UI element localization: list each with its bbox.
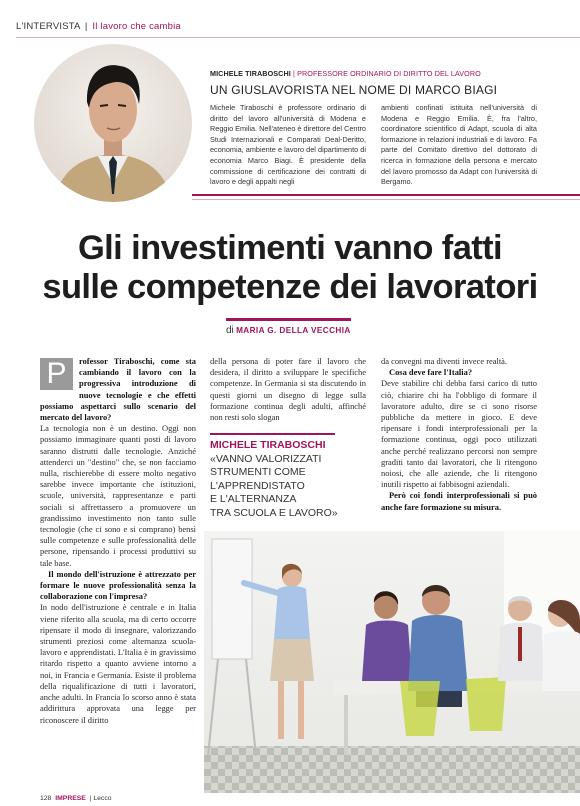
box-rule-top bbox=[192, 194, 580, 196]
subsection-label: Il lavoro che cambia bbox=[92, 21, 181, 32]
column-2-text: della persona di poter fare il lavoro che desidera, il diritto a sviluppare le specifiche competenze. In Germania si sta discutendo in questi giorni un disegno di legge sulla formazione continua degli adulti, affinché non resti solo slogan bbox=[210, 356, 366, 423]
expert-separator: | bbox=[292, 69, 295, 78]
section-header bbox=[16, 21, 181, 32]
pull-quote-bar bbox=[210, 433, 335, 435]
expert-kicker: UN GIUSLAVORISTA NEL NOME DI MARCO BIAGI bbox=[210, 83, 498, 97]
article-headline bbox=[0, 229, 580, 307]
section-separator: | bbox=[84, 21, 88, 32]
author-bar bbox=[226, 318, 351, 321]
pull-quote-line: «VANNO VALORIZZATI bbox=[210, 453, 322, 465]
answer-1: La tecnologia non è un destino. Oggi non possiamo immaginare quanti posti di lavoro saranno distrutti dalle tecnologie. Anziché attenderci un "destino" che, se non facciamo nulla, rischierebbe di essere molto negativo sarebbe invece importante che istituzioni, scuole, università, rappresentanze e parti sociali si affrettassero a promuovere un grandissimo investimento non tanto sulle tecnologie (che ci sono e si comprano) bensì sulle competenze e sulle professionalità delle persone, ripensando i processi produttivi su tale base. bbox=[40, 423, 196, 568]
page-footer bbox=[40, 795, 112, 802]
article-column-2 bbox=[210, 356, 366, 423]
question-1: rofessor Tiraboschi, come sta cambiando il lavoro con la progressiva introduzione di nuove tecnologie e che effetti possiamo aspettarci sullo scenario del mercato del lavoro? bbox=[40, 356, 196, 423]
meeting-photo bbox=[204, 531, 580, 793]
portrait-photo bbox=[34, 44, 192, 202]
expert-byline bbox=[210, 69, 481, 78]
magazine-name: IMPRESE bbox=[55, 795, 86, 802]
expert-role: PROFESSORE ORDINARIO DI DIRITTO DEL LAVORO bbox=[297, 69, 481, 78]
pull-quote-line: L'APPRENDISTATO bbox=[210, 479, 305, 492]
article-column-3 bbox=[381, 356, 537, 513]
magazine-edition: Lecco bbox=[93, 795, 112, 802]
pull-quote-line: STRUMENTI COME bbox=[210, 466, 306, 479]
header-rule bbox=[16, 37, 580, 38]
pull-quote bbox=[210, 453, 338, 520]
footer-separator: | bbox=[89, 795, 92, 802]
answer-2: In nodo dell'istruzione è centrale e in Italia viene riferito alla scuola, ma di certo occorre ripensare il modo di insegnare, valorizzando strumenti preziosi come alternanza scuola-lavoro e apprendistati. L'Italia è in gravissimo ritardo rispetto a quanto avviene intorno a noi, in Francia e Germania. Esiste il problema della riqualificazione di tutti i lavoratori, anche adulti. In Francia lo scorso anno è stata addirittura approvata una legge per riconoscere il diritto bbox=[40, 602, 196, 725]
question-2: Il mondo dell'istruzione è attrezzato per formare le nuove professionalità senza la collaborazione con l'impresa? bbox=[40, 568, 196, 602]
page-number: 128 bbox=[40, 795, 52, 802]
question-4: Però coi fondi interprofessionali si può anche fare formazione su misura. bbox=[381, 490, 537, 512]
box-rule-bottom bbox=[192, 199, 580, 200]
pull-quote-line: E L'ALTERNANZA bbox=[210, 493, 297, 506]
author-name: MARIA G. DELLA VECCHIA bbox=[236, 326, 351, 335]
expert-name: MICHELE TIRABOSCHI bbox=[210, 69, 291, 78]
answer-3: Deve stabilire chi debba farsi carico di tutto ciò, chiarire chi ha l'obbligo di formare il lavoratore adulto, dire se ci sono risorse pubbliche da mettere in gioco. E deve ripensare i fondi interprofessionali per la formazione continua, oggi poco utilizzati anche perché realizzano percorsi non sempre graditi tanto dai lavoratori, che li ritengono noiosi, che alle aziende, che li ritengono inutili rispetto ai fabbisogni aziendali. bbox=[381, 378, 537, 490]
section-label: L'INTERVISTA bbox=[16, 21, 81, 32]
headline-line-2: sulle competenze dei lavoratori bbox=[42, 268, 538, 306]
expert-bio-col1: Michele Tiraboschi è professore ordinario di diritto del lavoro all'università di Modena e Reggio Emilia. Nell'ateneo è direttore del Centro Studi Internazionali e Comparati Deal-Deritto, economia, ambiente e lavoro del dipartimento di economia Marco Biagi. È presidente della commissione di certificazione dei contratti di lavoro e degli appalti negli bbox=[210, 103, 366, 187]
author-byline bbox=[226, 325, 351, 336]
pull-quote-name: MICHELE TIRABOSCHI bbox=[210, 439, 326, 451]
dropcap: P bbox=[40, 358, 73, 390]
author-prefix: di bbox=[226, 325, 234, 336]
headline-line-1: Gli investimenti vanno fatti bbox=[77, 229, 503, 267]
pull-quote-line: TRA SCUOLA E LAVORO» bbox=[210, 506, 338, 519]
article-column-1 bbox=[40, 356, 196, 726]
expert-bio-col2: ambienti confinati istituita nell'università di Modena e Reggio Emilia. È, fra l'altro, coordinatore scientifico di Adapt, scuola di alta formazione in relazioni industriali e di lavoro. Fa parte del Comitato direttivo del dottorato di ricerca in formazione della persona e mercato del lavoro promosso da Adapt con l'università di Bergamo. bbox=[381, 103, 537, 187]
question-3: Cosa deve fare l'Italia? bbox=[389, 367, 473, 378]
column-3-intro: da convegni ma diventi invece realtà. bbox=[381, 356, 508, 366]
